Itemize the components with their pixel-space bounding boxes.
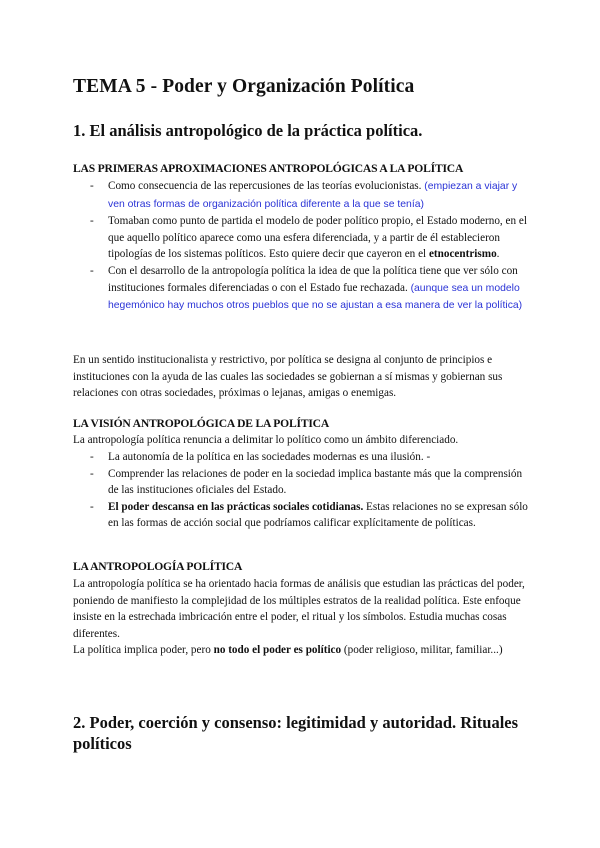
list-item	[73, 178, 533, 213]
list-item-text-after: Estas relaciones no se expresan sólo en las formas de acción social que podríamos calificar explícitamente de políticas.	[108, 500, 528, 530]
list-item-text-after: .	[496, 248, 500, 261]
list-item	[73, 213, 533, 263]
bold-phrase: no todo el poder es político	[213, 644, 342, 656]
paragraph-institucionalista: En un sentido institucionalista y restrictivo, por política se designa al conjunto de principios e instituciones con la ayuda de las cuales las sociedades se gobiernan a sí mismas y gobiernan sus relaciones con otras sociedades, próximas o lejanas, amigas o enemigas.	[73, 354, 503, 400]
section-2-heading: 2. Poder, coerción y consenso: legitimidad y autoridad. Rituales políticos	[73, 713, 519, 753]
dash-bullet: -	[90, 180, 94, 192]
dash-bullet: -	[90, 500, 94, 513]
dash-bullet: -	[90, 467, 94, 480]
list-item-text: Con el desarrollo de la antropología política la idea de que la política tiene que ver sólo con instituciones formales diferenciadas o con el Estado fue rechazada.	[108, 264, 518, 294]
list-item-text: Como consecuencia de las repercusiones de las teorías evolucionistas.	[108, 180, 425, 192]
list-item-text: La autonomía de la política en las sociedades modernas es una ilusión. -	[108, 451, 431, 463]
paragraph-vision-intro: La antropología política renuncia a delimitar lo político como un ámbito diferenciado.	[73, 434, 459, 446]
list-item-text: Comprender las relaciones de poder en la sociedad implica bastante más que la comprensión de las instituciones oficiales del Estado.	[108, 467, 523, 497]
text-before: La política implica poder, pero	[73, 644, 214, 656]
text-after: (poder religioso, militar, familiar...)	[341, 644, 503, 656]
bold-term: etnocentrismo	[428, 248, 497, 261]
list-item	[73, 466, 533, 499]
annotation-note: (aunque sea un modelo hegemónico hay muchos otros pueblos que no se ajustan a esa manera de ver la política)	[108, 282, 523, 312]
subsection-primeras-aproximaciones-heading: LAS PRIMERAS APROXIMACIONES ANTROPOLÓGICAS A LA POLÍTICA	[73, 162, 464, 175]
list-item	[73, 449, 533, 466]
subsection-vision-antropologica-heading: LA VISIÓN ANTROPOLÓGICA DE LA POLÍTICA	[73, 417, 330, 430]
annotation-note: (empiezan a viajar y ven otras formas de organización política diferente a la que se tenía)	[108, 181, 518, 210]
list-item	[73, 263, 533, 315]
dash-bullet: -	[90, 451, 94, 463]
primeras-aproximaciones-list	[73, 178, 533, 315]
dash-bullet: -	[90, 215, 94, 228]
dash-bullet: -	[90, 264, 94, 277]
bold-statement: El poder descansa en las prácticas sociales cotidianas.	[108, 500, 364, 513]
subsection-antropologia-politica-heading: LA ANTROPOLOGÍA POLÍTICA	[73, 560, 243, 573]
vision-antropologica-list	[73, 449, 533, 532]
paragraph-antropologia-politica: La antropología política se ha orientado hacia formas de análisis que estudian las prácticas del poder, poniendo de manifiesto la complejidad de los múltiples estratos de la realidad política. Este enfoque insiste en la estrechada imbricación entre el poder, el ritual y los símbolos. Estudia muchas cosas diferentes.	[73, 578, 525, 640]
section-1-heading: 1. El análisis antropológico de la práctica política.	[73, 121, 423, 140]
list-item-text: Tomaban como punto de partida el modelo de poder político propio, el Estado moderno, en el que aquello político aparece como una esfera diferenciada, y a partir de él establecieron tipologías de los sistemas políticos. Esto quiere decir que cayeron en el	[108, 215, 527, 261]
document-title: TEMA 5 - Poder y Organización Política	[73, 76, 415, 97]
list-item	[73, 499, 533, 532]
paragraph-politica-poder	[73, 642, 533, 659]
